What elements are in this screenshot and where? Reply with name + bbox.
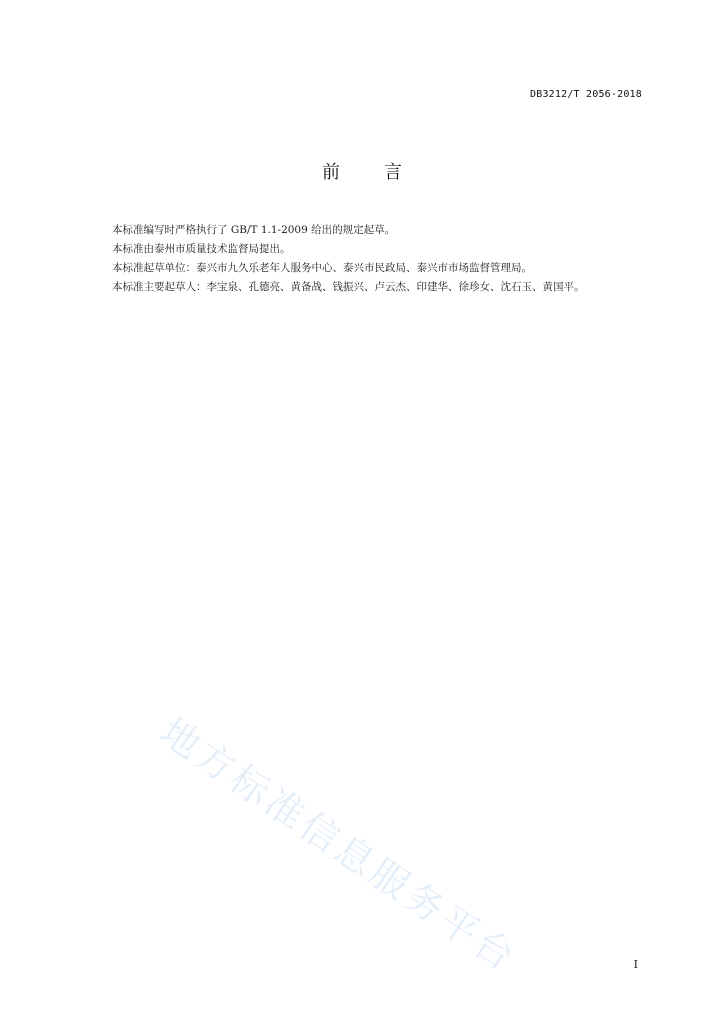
paragraph-drafting-rule: 本标准编写时严格执行了 GB/T 1.1-2009 给出的规定起草。 [112, 224, 396, 236]
document-code: DB3212/T 2056-2018 [530, 89, 642, 100]
page-title: 前言 [322, 162, 446, 183]
paragraph-proposer: 本标准由泰州市质量技术监督局提出。 [112, 243, 291, 255]
paragraph-drafters: 本标准主要起草人：李宝泉、孔德亮、黄备战、钱振兴、卢云杰、印建华、徐珍女、沈石玉、黄国平。 [112, 281, 585, 293]
paragraph-drafting-units: 本标准起草单位：泰兴市九久乐老年人服务中心、泰兴市民政局、泰兴市市场监督管理局。 [112, 262, 532, 274]
page-number: I [633, 958, 638, 971]
watermark: 地方标准信息服务平台 [152, 709, 526, 981]
foreword-body [86, 221, 659, 297]
